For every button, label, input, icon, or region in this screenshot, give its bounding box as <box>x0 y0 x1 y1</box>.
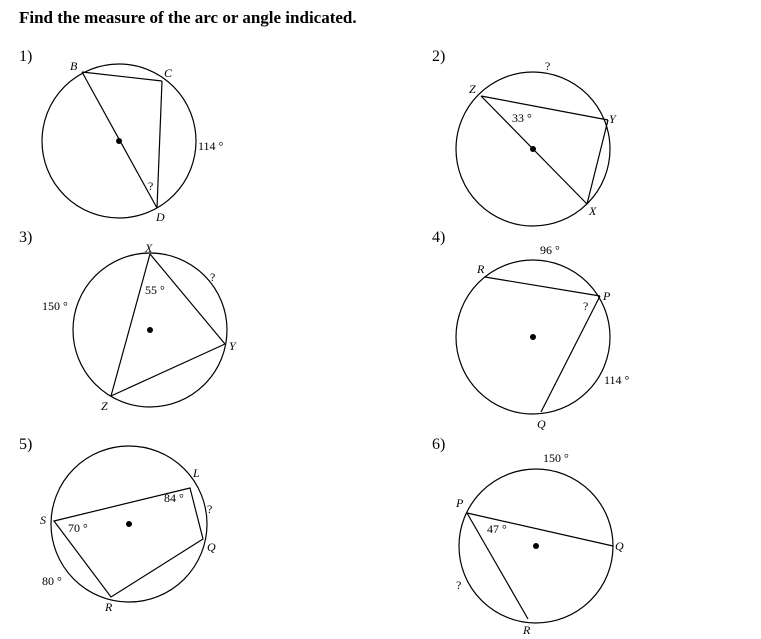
problem-4-number: 4) <box>432 229 446 246</box>
point-label: Y <box>229 339 236 353</box>
chord-bc <box>82 72 162 81</box>
arc-measure: 150 ° <box>543 451 569 465</box>
problem-2-number: 2) <box>432 48 446 65</box>
center-dot <box>126 521 132 527</box>
point-label: Q <box>537 417 546 431</box>
center-dot <box>116 138 122 144</box>
chord-cd <box>157 81 162 208</box>
point-label: C <box>164 66 173 80</box>
arc-measure: 114 ° <box>604 373 630 387</box>
chord-pq <box>541 296 600 412</box>
chord-xy <box>150 254 225 344</box>
chord-rp <box>485 277 600 296</box>
point-label: Z <box>469 82 476 96</box>
point-label: L <box>193 466 200 480</box>
point-label: Q <box>615 539 624 553</box>
chord-xz <box>111 254 150 396</box>
unknown-marker: ? <box>148 179 154 193</box>
angle-measure: 70 ° <box>68 521 88 535</box>
unknown-marker: ? <box>456 578 462 592</box>
angle-measure: 55 ° <box>145 283 165 297</box>
problem-1-number: 1) <box>19 48 33 65</box>
point-label: D <box>156 210 165 224</box>
arc-measure: 114 ° <box>198 139 224 153</box>
unknown-marker: ? <box>210 270 216 284</box>
worksheet-title: Find the measure of the arc or angle indicated. <box>19 8 357 27</box>
point-label: R <box>105 600 113 614</box>
point-label: X <box>145 241 153 255</box>
unknown-marker: ? <box>545 59 551 73</box>
center-dot <box>533 543 539 549</box>
point-label: R <box>477 262 485 276</box>
point-label: R <box>523 623 531 637</box>
problem-6-number: 6) <box>432 436 446 453</box>
center-dot <box>147 327 153 333</box>
arc-measure: 150 ° <box>42 299 68 313</box>
point-label: P <box>456 496 464 510</box>
angle-measure: 84 ° <box>164 491 184 505</box>
point-label: B <box>70 59 78 73</box>
chord-zy <box>481 96 608 120</box>
center-dot <box>530 334 536 340</box>
point-label: Y <box>609 112 616 126</box>
point-label: S <box>40 513 46 527</box>
angle-measure: 33 ° <box>512 111 532 125</box>
point-label: Z <box>101 399 108 413</box>
arc-measure: 96 ° <box>540 243 560 257</box>
point-label: X <box>589 204 597 218</box>
unknown-marker: ? <box>583 299 589 313</box>
angle-measure: 47 ° <box>487 522 507 536</box>
chord-yz <box>111 344 225 396</box>
unknown-marker: ? <box>207 502 213 516</box>
point-label: P <box>603 289 611 303</box>
problem-3-number: 3) <box>19 229 33 246</box>
problem-5-number: 5) <box>19 436 33 453</box>
center-dot <box>530 146 536 152</box>
point-label: Q <box>207 540 216 554</box>
arc-measure: 80 ° <box>42 574 62 588</box>
